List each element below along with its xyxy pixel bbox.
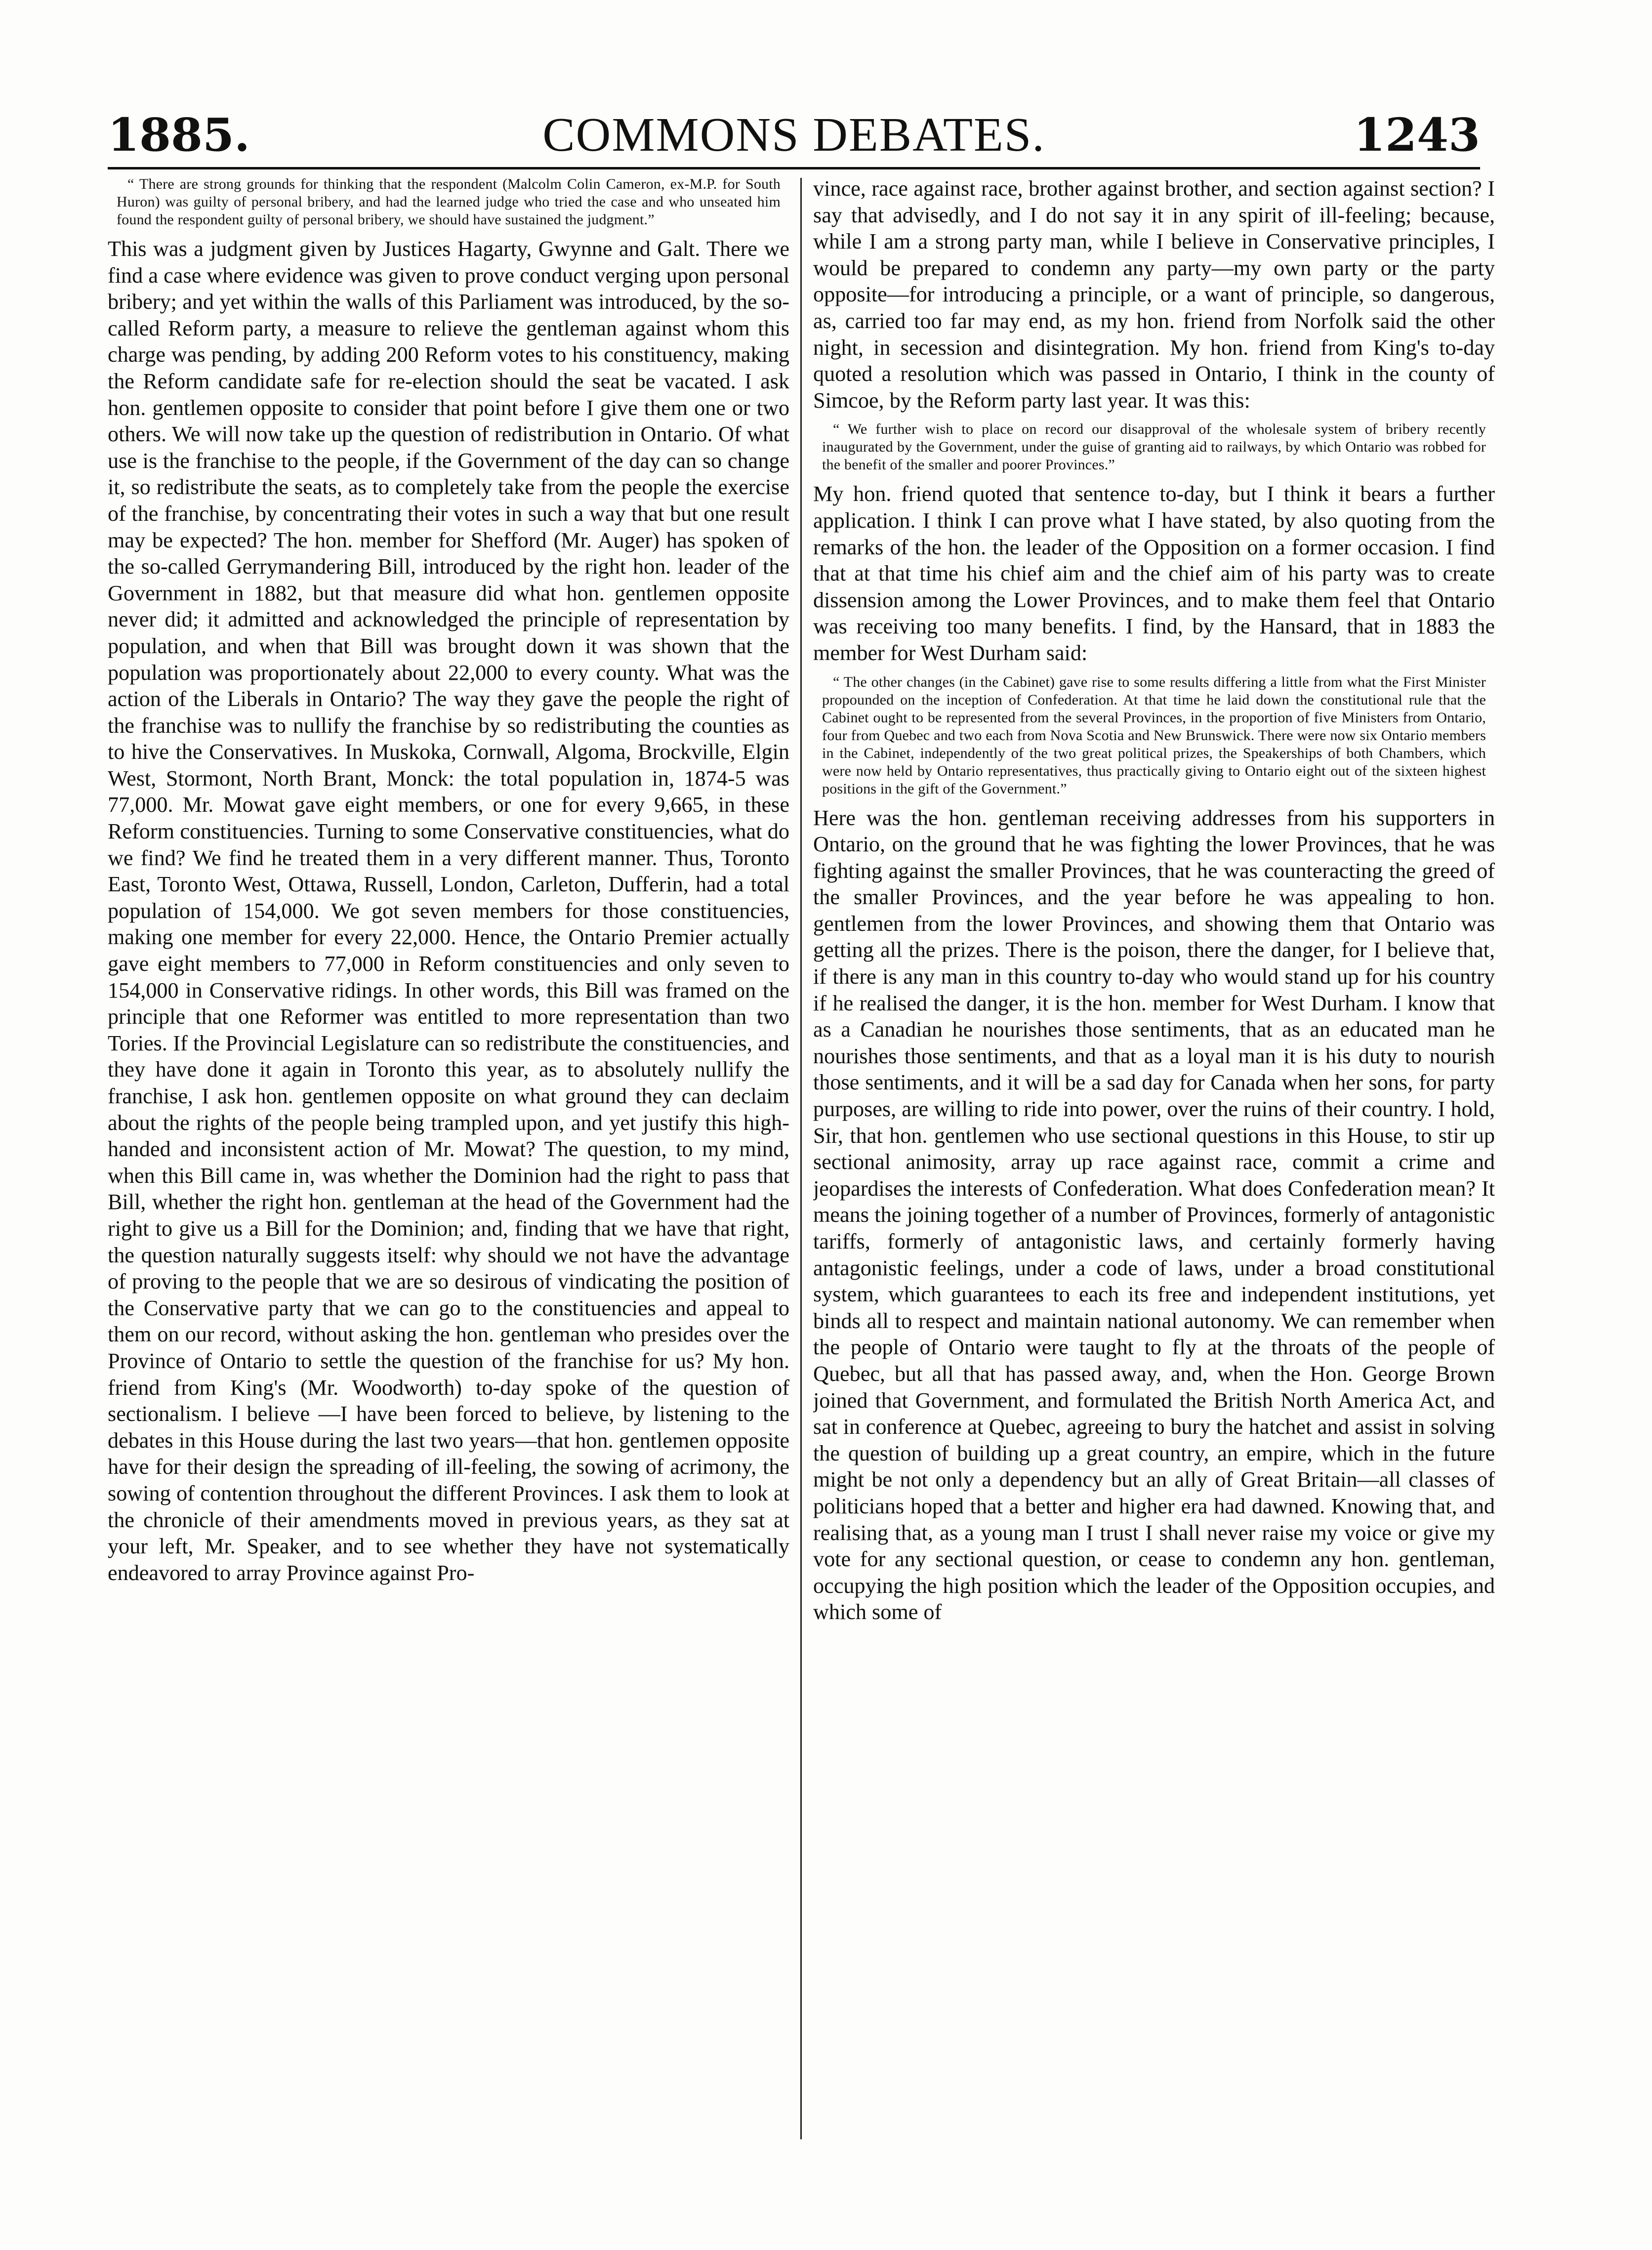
body-paragraph: vince, race against race, brother against brother, and section against section? I say that advisedly, and I do not say it in any spirit of ill-feeling; because, while I am a strong party man, while I believe in Conservative principles, I would be prepared to condemn any party—my own party or the party opposite—for introducing a principle, or a want of principle, so dangerous, as, carried too far may end, as my hon. friend from Norfolk said the other night, in secession and disintegration. My hon. friend from King's to-day quoted a resolution which was passed in Ontario, I think in the county of Simcoe, by the Reform party last year. It was this:	[813, 176, 1495, 413]
quoted-resolution: “ We further wish to place on record our disapproval of the wholesale system of bribery recently inaugurated by the Government, under the guise of granting aid to railways, by which Ontario was robbed for the benefit of the smaller and poorer Provinces.”	[822, 421, 1486, 473]
body-paragraph: This was a judgment given by Justices Hagarty, Gwynne and Galt. There we find a case where evidence was given to prove conduct verging upon personal bribery; and yet within the walls of this Parliament was introduced, by the so-called Reform party, a measure to relieve the gentleman against whom this charge was pending, by adding 200 Reform votes to his constituency, making the Reform candidate safe for re-election should the seat be vacated. I ask hon. gentlemen opposite to consider that point before I give them one or two others. We will now take up the question of redistribution in Ontario. Of what use is the franchise to the people, if the Government of the day can so change it, so redistribute the seats, as to completely take from the people the exercise of the franchise, by concentrating their votes in such a way that but one result may be expected? The hon. member for Shefford (Mr. Auger) has spoken of the so-called Gerrymandering Bill, introduced by the right hon. leader of the Government in 1882, but that measure did what hon. gentlemen opposite never did; it admitted and acknowledged the principle of representation by population, and when that Bill was brought down it was shown that the population was proportionately about 22,000 to every county. What was the action of the Liberals in Ontario? The way they gave the people the right of the franchise was to nullify the franchise by so redistributing the counties as to hive the Conservatives. In Muskoka, Cornwall, Algoma, Brockville, Elgin West, Stormont, North Brant, Monck: the total population in, 1874-5 was 77,000. Mr. Mowat gave eight members, or one for every 9,665, in these Reform constituencies. Turning to some Conservative constituencies, what do we find? We find he treated them in a very different manner. Thus, Toronto East, Toronto West, Ottawa, Russell, London, Carleton, Dufferin, had a total population of 154,000. We got seven members for those constituencies, making one member for every 22,000. Hence, the Ontario Premier actually gave eight members to 77,000 in Reform constituencies and only seven to 154,000 in Conservative ridings. In other words, this Bill was framed on the principle that one Reformer was entitled to more representation than two Tories. If the Provincial Legislature can so redistribute the constituencies, and they have done it again in Toronto this year, as to absolutely nullify the franchise, I ask hon. gentlemen opposite on what ground they can declaim about the rights of the people being trampled upon, and yet justify this high-handed and inconsistent action of Mr. Mowat? The question, to my mind, when this Bill came in, was whether the Dominion had the right to pass that Bill, whether the right hon. gentleman at the head of the Government had the right to give us a Bill for the Dominion; and, finding that we have that right, the question naturally suggests itself: why should we not have the advantage of proving to the people that we are so desirous of vindicating the position of the Conservative party that we can go to the constituencies and appeal to them on our record, without asking the hon. gentleman who presides over the Province of Ontario to settle the question of the franchise for us? My hon. friend from King's (Mr. Woodworth) to-day spoke of the question of sectionalism. I believe —I have been forced to believe, by listening to the debates in this House during the last two years—that hon. gentlemen opposite have for their design the spreading of ill-feeling, the sowing of acrimony, the sowing of contention throughout the different Provinces. I ask them to look at the chronicle of their amendments moved in previous years, as they sat at your left, Mr. Speaker, and to see whether they have not systematically endeavored to array Province against Pro-	[108, 237, 789, 1585]
column-divider	[800, 178, 802, 2139]
page-header	[108, 108, 1480, 169]
body-paragraph: Here was the hon. gentleman receiving addresses from his supporters in Ontario, on the ground that he was fighting the lower Provinces, that he was fighting against the smaller Provinces, that he was counteracting the greed of the smaller Provinces, and the year before he was appealing to hon. gentlemen from the lower Provinces, and showing them that Ontario was getting all the prizes. There is the poison, there the danger, for I believe that, if there is any man in this country to-day who would stand up for his country if he realised the danger, it is the hon. member for West Durham. I know that as a Canadian he nourishes those sentiments, that as an educated man he nourishes those sentiments, and that as a loyal man it is his duty to nourish those sentiments, and it will be a sad day for Canada when her sons, for party purposes, are willing to ride into power, over the ruins of their country. I hold, Sir, that hon. gentlemen who use sectional questions in this House, to stir up sectional animosity, array up race against race, commit a crime and jeopardises the interests of Confederation. What does Confederation mean? It means the joining together of a number of Provinces, formerly of antagonistic tariffs, formerly of antagonistic laws, and certainly formerly having antagonistic feelings, under a code of laws, under a broad constitutional system, which guarantees to each its free and independent institutions, yet binds all to respect and maintain national autonomy. We can remember when the people of Ontario were taught to fly at the throats of the people of Quebec, but all that has passed away, and, when the Hon. George Brown joined that Government, and formulated the British North America Act, and sat in conference at Quebec, agreeing to bury the hatchet and assist in solving the question of building up a great country, an empire, which in the future might be not only a dependency but an ally of Great Britain—all classes of politicians hoped that a better and higher era had dawned. Knowing that, and realising that, as a young man I trust I shall never raise my voice or give my vote for any sectional question, or cease to condemn any hon. gentleman, occupying the high position which the leader of the Opposition occupies, and which some of	[813, 805, 1495, 1625]
quoted-judgment: “ There are strong grounds for thinking that the respondent (Malcolm Colin Cameron, ex-M.P. for South Huron) was guilty of personal bribery, and had the learned judge who tried the case and who unseated him found the respondent guilty of personal bribery, we should have sustained the judgment.”	[117, 176, 781, 228]
left-column	[108, 175, 789, 2152]
header-year: 1885.	[108, 108, 250, 162]
right-column	[813, 175, 1495, 2152]
header-page-number: 1243	[1353, 108, 1480, 162]
header-title: COMMONS DEBATES.	[542, 108, 1045, 162]
body-paragraph: My hon. friend quoted that sentence to-day, but I think it bears a further application. I think I can prove what I have stated, by also quoting from the remarks of the hon. the leader of the Opposition on a former occasion. I find that at that time his chief aim and the chief aim of his party was to create dissension among the Lower Provinces, and to make them feel that Ontario was receiving too many benefits. I find, by the Hansard, that in 1883 the member for West Durham said:	[813, 482, 1495, 665]
quoted-speech: “ The other changes (in the Cabinet) gave rise to some results differing a little from what the First Minister propounded on the inception of Confederation. At that time he laid down the constitutional rule that the Cabinet ought to be represented from the several Provinces, in the proportion of five Ministers from Ontario, four from Quebec and two each from Nova Scotia and New Brunswick. There were now six Ontario members in the Cabinet, independently of the two great political prizes, the Speakerships of both Chambers, which were now held by Ontario representatives, thus practically giving to Ontario eight out of the sixteen highest positions in the gift of the Government.”	[822, 673, 1486, 797]
